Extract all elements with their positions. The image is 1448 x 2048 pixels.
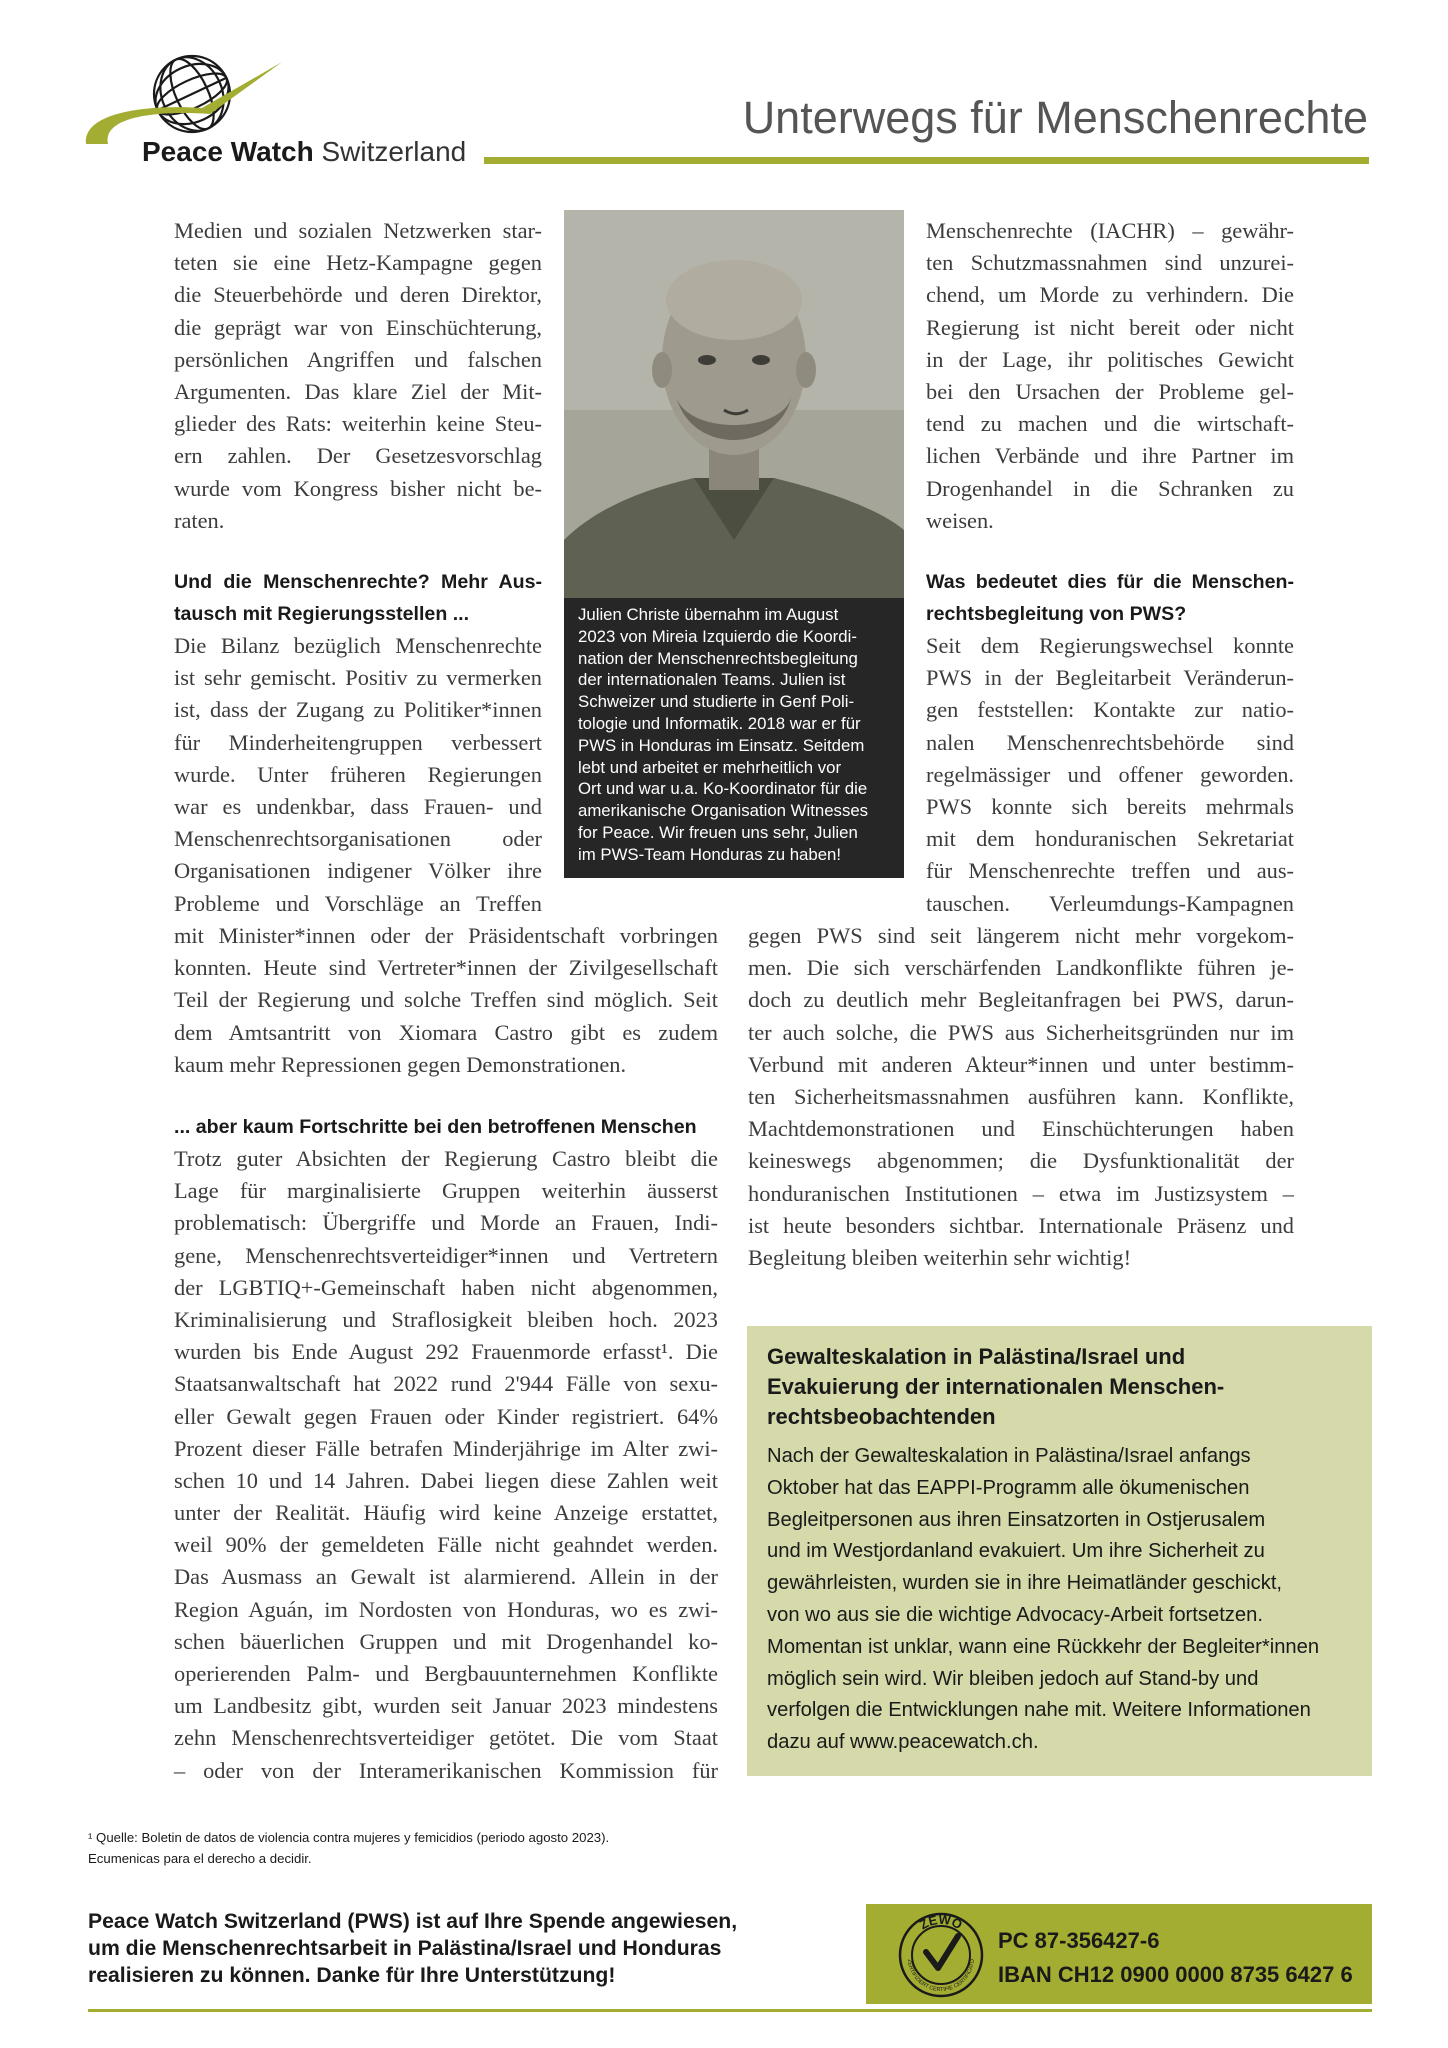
body-line: die geprägt war von Einschüchterung, — [174, 314, 542, 340]
body-line: raten. — [174, 507, 225, 533]
body-line: – oder von der Interamerikanischen Kommission für — [174, 1757, 718, 1783]
body-line: weil 90% der gemeldeten Fälle nicht geahndet werden. — [174, 1532, 718, 1558]
body-line: in der Lage, ihr politisches Gewicht — [926, 346, 1294, 372]
postal-account: PC 87-356427-6 — [998, 1928, 1160, 1953]
body-line: PWS in der Begleitarbeit Veränderun- — [926, 665, 1294, 691]
body-line: konnten. Heute sind Vertreter*innen der Zivilgesellschaft — [174, 955, 718, 981]
body-line: Momentan ist unklar, wann eine Rückkehr der Begleiter*innen — [767, 1635, 1320, 1658]
body-line: regelmässiger und offener geworden. — [926, 761, 1294, 787]
body-line: möglich sein wird. Wir bleiben jedoch auf Stand-by und — [767, 1667, 1259, 1690]
body-line: persönlichen Angriffen und falschen — [174, 346, 542, 372]
body-line: schen bäuerlichen Gruppen und mit Drogenhandel ko- — [174, 1628, 718, 1654]
body-line: lichen Verbände und ihre Partner im — [926, 443, 1294, 469]
caption-line: tologie und Informatik. 2018 war er für — [578, 713, 861, 733]
body-line: war es undenkbar, dass Frauen- und — [174, 793, 542, 819]
body-line: PWS konnte sich bereits mehrmals — [926, 793, 1294, 819]
caption-line: Julien Christe übernahm im August — [578, 605, 839, 624]
body-line: dazu auf www.peacewatch.ch. — [767, 1731, 1039, 1754]
body-line: für Minderheitengruppen verbessert — [174, 729, 542, 755]
body-line: Medien und sozialen Netzwerken star- — [174, 218, 542, 243]
heading-line: Und die Menschenrechte? Mehr Aus- — [174, 571, 542, 593]
body-line: wurden bis Ende August 292 Frauenmorde erfasst¹. Die — [174, 1339, 718, 1365]
body-line: Oktober hat das EAPPI-Programm alle ökumenischen — [767, 1476, 1250, 1499]
body-line: zehn Menschenrechtsverteidiger getötet. Die vom Staat — [174, 1725, 718, 1751]
body-line: Region Aguán, im Nordosten von Honduras, wo es zwi- — [174, 1596, 718, 1622]
zewo-seal-icon — [896, 1910, 986, 2000]
caption-line: 2023 von Mireia Izquierdo die Koordi- — [578, 626, 857, 646]
body-line: Probleme und Vorschläge an Treffen — [174, 890, 542, 916]
caption-line: for Peace. Wir freuen uns sehr, Julien — [578, 822, 858, 842]
body-line: Teil der Regierung und solche Treffen sind möglich. Seit — [174, 987, 718, 1013]
body-line: Kriminalisierung und Straflosigkeit bleiben hoch. 2023 — [174, 1306, 718, 1332]
info-box-title — [767, 1342, 1224, 1432]
heading-line: rechtsbegleitung von PWS? — [926, 603, 1187, 626]
footnote — [88, 1827, 609, 1869]
body-line: chend, um Morde zu verhindern. Die — [926, 282, 1294, 308]
caption-line: der internationalen Teams. Julien ist — [578, 670, 846, 690]
body-line: Lage für marginalisierte Gruppen weiterhin äusserst — [174, 1178, 718, 1204]
body-line: teten sie eine Hetz-Kampagne gegen — [174, 250, 542, 276]
body-line: mit dem honduranischen Sekretariat — [926, 826, 1294, 852]
title-line: rechtsbeobachtenden — [767, 1404, 996, 1429]
caption-line: im PWS-Team Honduras zu haben! — [578, 844, 842, 864]
body-line: problematisch: Übergriffe und Morde an Frauen, Indi- — [174, 1210, 718, 1236]
section-body-menschenrechte — [174, 630, 542, 920]
body-line: gen feststellen: Kontakte zur natio- — [926, 697, 1294, 723]
body-line: gewährleisten, wurden sie in ihre Heimatländer geschickt, — [767, 1572, 1283, 1595]
body-line: unter der Realität. Häufig wird keine Anzeige erstattet, — [174, 1500, 718, 1526]
body-line: doch zu deutlich mehr Begleitanfragen bei PWS, darun- — [748, 987, 1294, 1013]
footnote-line: ¹ Quelle: Boletin de datos de violencia contra mujeres y femicidios (periodo agosto 2023). — [88, 1830, 610, 1845]
caption-line: PWS in Honduras im Einsatz. Seitdem — [578, 735, 865, 755]
body-line: Begleitpersonen aus ihren Einsatzorten in Ostjerusalem — [767, 1508, 1266, 1531]
donation-appeal — [88, 1908, 737, 1989]
title-line: Gewalteskalation in Palästina/Israel und — [767, 1344, 1186, 1369]
iban: IBAN CH12 0900 0000 8735 6427 6 — [998, 1962, 1353, 1987]
caption-line: Schweizer und studierte in Genf Poli- — [578, 692, 855, 712]
body-line: um Landbesitz gibt, wurden seit Januar 2023 mindestens — [174, 1693, 718, 1719]
section-body-pws — [926, 630, 1294, 920]
section-body-fortschritte — [174, 1143, 718, 1787]
portrait-photo — [564, 210, 904, 598]
body-line: die Steuerbehörde und deren Direktor, — [174, 282, 542, 308]
section-heading-fortschritte: ... aber kaum Fortschritte bei den betroffenen Menschen — [174, 1116, 697, 1138]
body-line: Seit dem Regierungswechsel konnte — [926, 633, 1294, 658]
svg-text:ZEWO: ZEWO — [916, 1911, 965, 1933]
section-heading-pws — [926, 566, 1294, 630]
body-line: ter auch solche, die PWS aus Sicherheitsgründen nur im — [748, 1019, 1294, 1045]
header-rule — [484, 157, 1369, 164]
body-line: Machtdemonstrationen und Einschüchterungen haben — [748, 1116, 1294, 1142]
bank-details — [998, 1924, 1353, 1992]
body-line: men. Die sich verschärfenden Landkonflikte führen je- — [748, 955, 1294, 981]
portrait-illustration — [564, 210, 904, 598]
body-line: Das Ausmass an Gewalt ist alarmierend. Allein in der — [174, 1564, 718, 1590]
body-line: verfolgen die Entwicklungen nahe mit. Weitere Informationen — [767, 1699, 1311, 1722]
section-body-pws-wide — [748, 920, 1294, 1274]
body-line: Organisationen indigener Völker ihre — [174, 858, 542, 884]
body-line: Prozent dieser Fälle betrafen Minderjährige im Alter zwi- — [174, 1435, 718, 1461]
section-body-menschenrechte-wide — [174, 920, 718, 1081]
appeal-line: Peace Watch Switzerland (PWS) ist auf Ihre Spende angewiesen, — [88, 1910, 738, 1933]
body-line: Argumenten. Das klare Ziel der Mit- — [174, 378, 542, 404]
body-line: Drogenhandel in die Schranken zu — [926, 475, 1294, 501]
body-line: Nach der Gewalteskalation in Palästina/Israel anfangs — [767, 1445, 1251, 1467]
body-line: kaum mehr Repressionen gegen Demonstrationen. — [174, 1051, 627, 1077]
body-line: Trotz guter Absichten der Regierung Castro bleibt die — [174, 1146, 718, 1171]
appeal-line: realisieren zu können. Danke für Ihre Unterstützung! — [88, 1964, 616, 1987]
logo-wordmark: Peace Watch Switzerland — [142, 136, 467, 167]
body-line: und im Westjordanland evakuiert. Um ihre Sicherheit zu — [767, 1540, 1265, 1563]
info-box-body — [767, 1441, 1362, 1759]
body-line: ist, dass der Zugang zu Politiker*innen — [174, 697, 542, 723]
body-line: ten Schutzmassnahmen sind unzurei- — [926, 250, 1294, 276]
body-line: ten Sicherheitsmassnahmen ausführen kann. Konflikte, — [748, 1083, 1294, 1109]
footer-rule — [88, 2009, 1372, 2012]
body-line: Verbund mit anderen Akteur*innen und unter bestimm- — [748, 1051, 1294, 1077]
caption-line: amerikanische Organisation Witnesses — [578, 801, 869, 821]
body-line: Begleitung bleiben weiterhin sehr wichtig! — [748, 1244, 1132, 1270]
body-line: Menschenrechtsorganisationen oder — [174, 826, 542, 852]
body-line: honduranischen Institutionen – etwa im Justizsystem – — [748, 1180, 1294, 1206]
body-line: wurde. Unter früheren Regierungen — [174, 761, 542, 787]
body-line: tauschen. Verleumdungs-Kampagnen — [926, 890, 1294, 916]
body-line: ist sehr gemischt. Positiv zu vermerken — [174, 665, 542, 691]
heading-line: tausch mit Regierungsstellen ... — [174, 603, 470, 626]
body-line: der LGBTIQ+-Gemeinschaft haben nicht abgenommen, — [174, 1274, 718, 1300]
body-line: Staatsanwaltschaft hat 2022 rund 2'944 Fälle von sexu- — [174, 1371, 718, 1397]
right-column-top — [926, 215, 1294, 537]
body-line: weisen. — [926, 507, 994, 533]
body-line: ern zahlen. Der Gesetzesvorschlag — [174, 443, 542, 469]
body-line: ist heute besonders sichtbar. Internationale Präsenz und — [748, 1212, 1294, 1238]
body-line: von wo aus sie die wichtige Advocacy-Arbeit fortsetzen. — [767, 1603, 1263, 1626]
body-line: Regierung ist nicht bereit oder nicht — [926, 314, 1294, 340]
body-line: gene, Menschenrechtsverteidiger*innen und Vertretern — [174, 1242, 718, 1268]
body-line: operierenden Palm- und Bergbauunternehmen Konflikte — [174, 1661, 718, 1686]
caption-line: Ort und war u.a. Ko-Koordinator für die — [578, 779, 868, 799]
body-line: glieder des Rats: weiterhin keine Steu- — [174, 411, 542, 437]
page-title: Unterwegs für Menschenrechte — [742, 92, 1368, 143]
heading-line: Was bedeutet dies für die Menschen- — [926, 571, 1294, 593]
body-line: keineswegs abgenommen; die Dysfunktionalität der — [748, 1148, 1294, 1174]
body-line: tend zu machen und die wirtschaft- — [926, 411, 1294, 437]
left-column-top — [174, 215, 542, 537]
section-heading-menschenrechte — [174, 566, 542, 630]
body-line: gegen PWS sind seit längerem nicht mehr vorgekom- — [748, 923, 1294, 948]
footnote-line: Ecumenicas para el derecho a decidir. — [88, 1851, 312, 1866]
caption-line: nation der Menschenrechtsbegleitung — [578, 648, 858, 668]
body-line: mit Minister*innen oder der Präsidentschaft vorbringen — [174, 923, 718, 948]
body-line: schen 10 und 14 Jahren. Dabei liegen diese Zahlen weit — [174, 1467, 718, 1493]
photo-caption — [564, 598, 904, 878]
body-line: eller Gewalt gegen Frauen oder Kinder registriert. 64% — [174, 1403, 718, 1429]
title-line: Evakuierung der internationalen Menschen- — [767, 1374, 1225, 1399]
body-line: Die Bilanz bezüglich Menschenrechte — [174, 633, 542, 658]
body-line: nalen Menschenrechtsbehörde sind — [926, 729, 1294, 755]
caption-line: lebt und arbeitet er mehrheitlich vor — [578, 757, 842, 777]
body-line: Menschenrechte (IACHR) – gewähr- — [926, 218, 1294, 243]
body-line: dem Amtsantritt von Xiomara Castro gibt es zudem — [174, 1019, 718, 1045]
body-line: wurde vom Kongress bisher nicht be- — [174, 475, 542, 501]
body-line: bei den Ursachen der Probleme gel- — [926, 378, 1294, 404]
appeal-line: um die Menschenrechtsarbeit in Palästina/Israel und Honduras — [88, 1937, 722, 1960]
body-line: für Menschenrechte treffen und aus- — [926, 858, 1294, 884]
svg-text:ZERTIFIZIERT CERTIFIE CERTIFIC: ZERTIFIZIERT CERTIFIE CERTIFICATO — [905, 1958, 977, 1994]
